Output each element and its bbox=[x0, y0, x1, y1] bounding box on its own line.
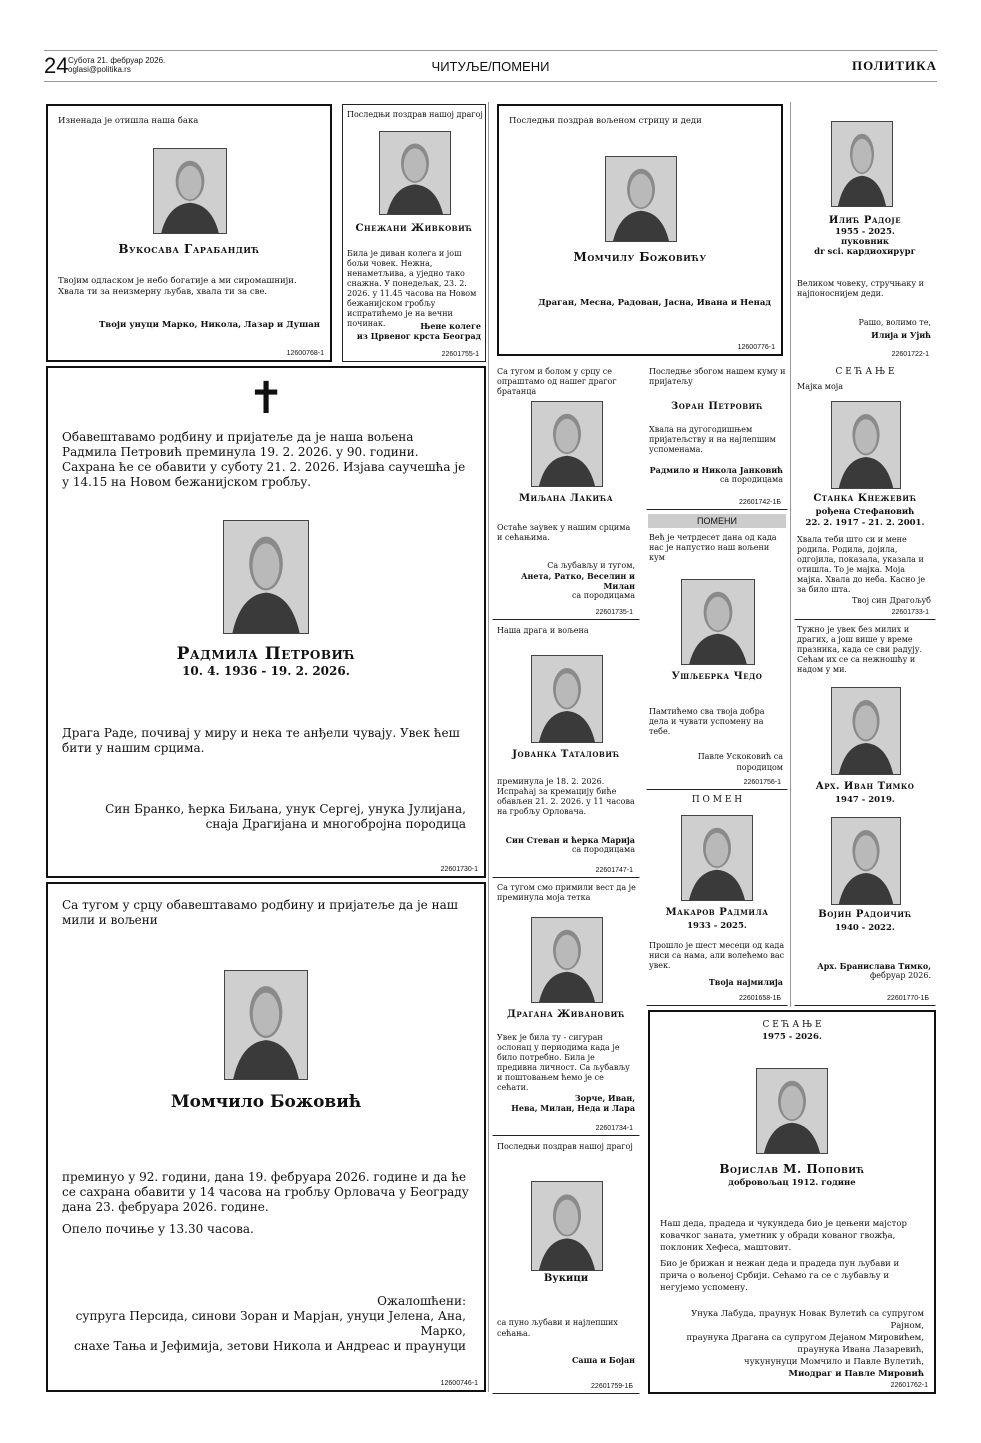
portrait-photo bbox=[831, 687, 901, 775]
newspaper-logo: ПОЛИТИКА bbox=[852, 58, 937, 73]
ad-code: 22601730-1 bbox=[440, 866, 478, 873]
obituary-intro: Наша драга и вољена bbox=[497, 626, 589, 635]
obituary-vukosava bbox=[46, 104, 332, 362]
portrait-photo bbox=[831, 817, 901, 905]
obituary-stanka bbox=[794, 364, 936, 620]
obituary-vukica bbox=[492, 1138, 640, 1394]
obituary-intro: Изненада је отишла наша бака bbox=[58, 116, 199, 126]
deceased-years: 1940 - 2022. bbox=[835, 923, 895, 933]
portrait-photo bbox=[831, 121, 893, 207]
deceased-name: Илић Радоје bbox=[828, 215, 902, 226]
deceased-name: Снежани Живковић bbox=[355, 223, 473, 234]
deceased-name: Вукосава Гарабандић bbox=[118, 242, 260, 256]
obituary-radmila-petrovic bbox=[46, 366, 486, 878]
obituary-text: Тужно је увек без милих и драгих, а још више у време празника, када се сви радују. Сећам их се са нежношћу и надом у ми. bbox=[797, 625, 922, 674]
obituary-text: Хвала теби што си и мене родила. Родила, дојила, одгојила, показала, указала и отишла. То је мајка. Моја мајка. Хвала до неба. Касно је за било шта. bbox=[797, 535, 926, 594]
obituary-signature: Павле Ускоковић са породицом bbox=[697, 752, 783, 772]
obituary-cedo bbox=[646, 530, 788, 790]
obituary-timko-radoicic bbox=[794, 622, 936, 1006]
ad-code: 22601762-1 bbox=[890, 1382, 928, 1389]
deceased-name: Јованка Тataловић bbox=[512, 749, 620, 760]
ad-code: 22601735-1 bbox=[595, 609, 633, 616]
deceased-name: Момчилу Божовићу bbox=[573, 250, 707, 264]
obituary-text: Са тугом у срцу обавештавамо родбину и пријатеље да је наш мили и вољени bbox=[62, 898, 458, 927]
obituary-intro: Већ је четрдесет дана од када нас је напустио наш вољени кум bbox=[649, 533, 777, 562]
section-title: ЧИТУЉЕ/ПОМЕНИ bbox=[431, 59, 550, 74]
obituary-text: Наш деда, прадеда и чукундеда био је цењени мајстор ковачког заната, уметник у обради кованог гвожђа, поклоник Хефеса, маштовит. bbox=[660, 1219, 907, 1253]
obituary-makarov bbox=[646, 792, 788, 1006]
column-divider bbox=[790, 102, 791, 1007]
service-time: Опело почиње у 13.30 часова. bbox=[62, 1222, 254, 1236]
email-address: oglasi@politika.rs bbox=[68, 65, 131, 74]
deceased-subtitle: добровољац 1912. године bbox=[728, 1178, 856, 1188]
deceased-name: Станка Кнежевић bbox=[813, 493, 917, 504]
obituary-text: Великом човеку, стручњаку и најпоноснијем деди. bbox=[797, 279, 925, 298]
obituary-signature: Ожалошћени: супруга Персида, синови Зоран и Марјан, унуци Јелена, Ана, Марко, снахе Тања и Јефимија, зетови Никола и Андреас и праунуци bbox=[73, 1294, 466, 1353]
ad-code: 12600768-1 bbox=[286, 350, 324, 357]
portrait-photo bbox=[531, 917, 603, 1003]
obituary-message: Драга Раде, почивај у миру и нека те анђели чувају. Увек ћеш бити у нашим срцима. bbox=[62, 726, 460, 755]
obituary-snezana bbox=[342, 104, 486, 362]
obituary-intro: Са тугом смо примили вест да је преминула моја тетка bbox=[497, 883, 636, 902]
deceased-name: Момчило Божовић bbox=[170, 1092, 362, 1112]
pomen-heading: П О М Е Н bbox=[691, 795, 743, 805]
remembrance-years: 1975 - 2026. bbox=[762, 1032, 822, 1042]
obituary-text: Хвала на дугогодишњем пријатељству и на најлепшим успоменама. bbox=[649, 425, 776, 454]
ad-code: 12600746-1 bbox=[440, 1380, 478, 1387]
obituary-text: Остаће заувек у нашим срцима и сећањима. bbox=[497, 523, 631, 542]
obituary-intro: Последњи поздрав вољеном стрицу и деди bbox=[509, 116, 702, 126]
ad-code: 22601755-1 bbox=[441, 351, 479, 358]
remembrance-heading: С Е Ћ А Њ Е bbox=[762, 1020, 822, 1030]
obituary-signature: Твоја најмилија bbox=[708, 977, 783, 987]
obituary-intro: Са тугом и болом у срцу се опраштамо од нашег драгог братанца bbox=[497, 367, 617, 396]
ad-code: 22601756-1 bbox=[743, 779, 781, 786]
deceased-name: Вукици bbox=[543, 1273, 589, 1284]
deceased-name: Зоран Петровић bbox=[671, 401, 763, 412]
column-divider bbox=[488, 102, 489, 1392]
obituary-vojislav bbox=[648, 1010, 936, 1394]
deceased-name: Макаров Радмила bbox=[665, 907, 769, 918]
deceased-dates: 10. 4. 1936 - 19. 2. 2026. bbox=[182, 664, 350, 678]
remembrance-heading: С Е Ћ А Њ Е bbox=[835, 367, 895, 377]
obituary-text: Била је диван колега и још бољи човек. Нежна, ненаметљива, а уједно тако снажна. У понедељак, 23. 2. 2026. у 11.45 часова на Новом бежанијском гробљу испратићемо је на вечни починак. bbox=[347, 249, 477, 328]
obituary-signature: Арх. Бранислава Тимко, фебруар 2026. bbox=[817, 961, 931, 980]
portrait-photo bbox=[681, 815, 753, 901]
ad-code: 22601658-1Б bbox=[739, 995, 781, 1002]
portrait-photo bbox=[605, 156, 677, 242]
ad-code: 22601770-1Б bbox=[887, 995, 929, 1002]
ad-code: 12600776-1 bbox=[737, 344, 775, 351]
deceased-name: Миљана Лакића bbox=[518, 493, 614, 504]
obituary-text: Обавештавамо родбину и пријатеље да је наша вољена Радмила Петровић преминула 19. 2. 2026. у 90. години. Сахрана ће се обавити у суботу 21. 2. 2026. Изјава саучешћа је у 14.15 на Новом бежанијском гробљу. bbox=[62, 430, 466, 489]
deceased-details: рођена Стефановић 22. 2. 1917 - 21. 2. 2001. bbox=[805, 507, 925, 528]
obituary-signature: Син Бранко, ћерка Биљана, унук Сергеј, унука Јулијана, снаја Драгијана и многобројна породица bbox=[105, 802, 466, 831]
portrait-photo bbox=[531, 401, 603, 487]
obituary-text: са пуно љубави и најлепших сећања. bbox=[497, 1318, 618, 1338]
obituary-text: Прошло је шест месеци од када ниси са нама, али волећемо вас увек. bbox=[649, 941, 785, 970]
deceased-details: 1955 - 2025. пуковник dr sci. кардиохирург bbox=[814, 227, 916, 257]
obituary-signature: Радмило и Никола Јанковић са породицама bbox=[649, 465, 783, 484]
deceased-name: Драгана Живановић bbox=[506, 1009, 626, 1020]
ad-code: 22601742-1Б bbox=[739, 499, 781, 506]
obituary-signature: Унука Лабуда, праунук Новак Вулетић са супругом Рајном, праунука Драгана са супругом Дејаном Мировићем, праунука Ивана Лазаревић, чукунунуци Момчило и Павле Вулетић, Миодраг и Павле Мировић bbox=[686, 1309, 924, 1379]
portrait-photo bbox=[379, 131, 451, 215]
obituary-zoran bbox=[646, 364, 788, 510]
obituary-text: Твојим одласком је небо богатије а ми сиромашнији. Хвала ти за неизмерну љубав, хвала ти за све. bbox=[58, 276, 297, 297]
obituary-signature: Њене колеге из Црвеног крста Београд bbox=[356, 321, 481, 341]
obituary-intro: Последње збогом нашем куму и пријатељу bbox=[649, 367, 786, 386]
portrait-photo bbox=[153, 148, 227, 234]
portrait-photo bbox=[831, 401, 901, 489]
obituary-signature: Твој син Драгољуб bbox=[851, 596, 931, 605]
obituary-ilic bbox=[794, 104, 936, 362]
ad-code: 22601734-1 bbox=[595, 1125, 633, 1132]
obituary-momcilo-bozovic bbox=[46, 882, 486, 1392]
portrait-photo bbox=[223, 520, 309, 634]
obituary-jovanka bbox=[492, 622, 640, 878]
pomeni-section-bar: ПОМЕНИ bbox=[648, 514, 786, 528]
obituary-text: Памтићемо сва твоја добра дела и чувати успомену на тебе. bbox=[649, 707, 765, 736]
portrait-photo bbox=[531, 655, 603, 743]
obituary-details: преминуо у 92. години, дана 19. фебруара 2026. године и да ће се сахрана обавити у 14 часова на гробљу Орловача у Београду дана 23. фебруара 2026. године. bbox=[62, 1170, 469, 1214]
ad-code: 22601733-1 bbox=[891, 609, 929, 616]
deceased-name: Војин Радоичић bbox=[818, 909, 912, 920]
obituary-miljana bbox=[492, 364, 640, 620]
ad-code: 22601759-1Б bbox=[591, 1383, 633, 1390]
obituary-intro: Последњи поздрав нашој драгој bbox=[497, 1142, 633, 1151]
cross-icon: ✝ bbox=[247, 373, 285, 424]
obituary-signature: Син Стеван и ћерка Марија са породицама bbox=[505, 835, 635, 854]
obituary-intro: Мајка моја bbox=[797, 382, 844, 391]
ad-code: 22601747-1 bbox=[595, 867, 633, 874]
obituary-signature: Твоји унуци Марко, Никола, Лазар и Душан bbox=[98, 320, 320, 330]
obituary-intro: Последњи поздрав нашој драгој bbox=[347, 110, 483, 119]
obituary-signature: Зорче, Иван, Нева, Милан, Неда и Лара bbox=[511, 1093, 635, 1113]
obituary-signature: Драган, Месна, Радован, Јасна, Ивана и Ненад bbox=[538, 298, 771, 308]
portrait-photo bbox=[756, 1068, 828, 1154]
issue-date: Субота 21. фебруар 2026. oglasi@politika.rs bbox=[68, 56, 166, 74]
deceased-years: 1947 - 2019. bbox=[835, 795, 895, 805]
portrait-photo bbox=[224, 970, 308, 1080]
obituary-text: Увек је била ту - сигуран ослонац у периодима када је било потребно. Била је предивна личност. Са љубављу и поштовањем ћемо је се сећати. bbox=[497, 1033, 630, 1092]
obituary-signature: Рашо, волимо те, Илија и Уjић bbox=[858, 318, 931, 340]
portrait-photo bbox=[681, 579, 755, 665]
obituary-momcilu bbox=[497, 104, 783, 356]
deceased-name: Радмила Петровић bbox=[176, 644, 356, 664]
obituary-text: преминула је 18. 2. 2026. Испраћај за кремацију биће обављен 21. 2. 2026. у 11 часова на гробљу Орловача. bbox=[497, 777, 635, 816]
obituary-signature: Са љубављу и тугом, Анета, Ратко, Веселин и Милан са породицама bbox=[521, 561, 635, 600]
obituary-dragana bbox=[492, 880, 640, 1136]
deceased-name: Ушљебрка Чедо bbox=[671, 671, 763, 682]
deceased-years: 1933 - 2025. bbox=[687, 921, 747, 931]
deceased-name: Арх. Иван Тимко bbox=[815, 781, 915, 792]
page-number: 24 bbox=[44, 53, 69, 78]
page-header bbox=[44, 50, 937, 82]
portrait-photo bbox=[531, 1181, 603, 1271]
ad-code: 22601722-1 bbox=[891, 351, 929, 358]
obituary-signature: Саша и Бојан bbox=[572, 1355, 635, 1365]
deceased-name: Војислав М. Поповић bbox=[719, 1162, 865, 1176]
obituary-text-2: Био је брижан и нежан деда и прадеда пун љубави и прича о вољеној Србији. Сећамо га се с љубављу и негујемо успомену. bbox=[660, 1259, 900, 1293]
